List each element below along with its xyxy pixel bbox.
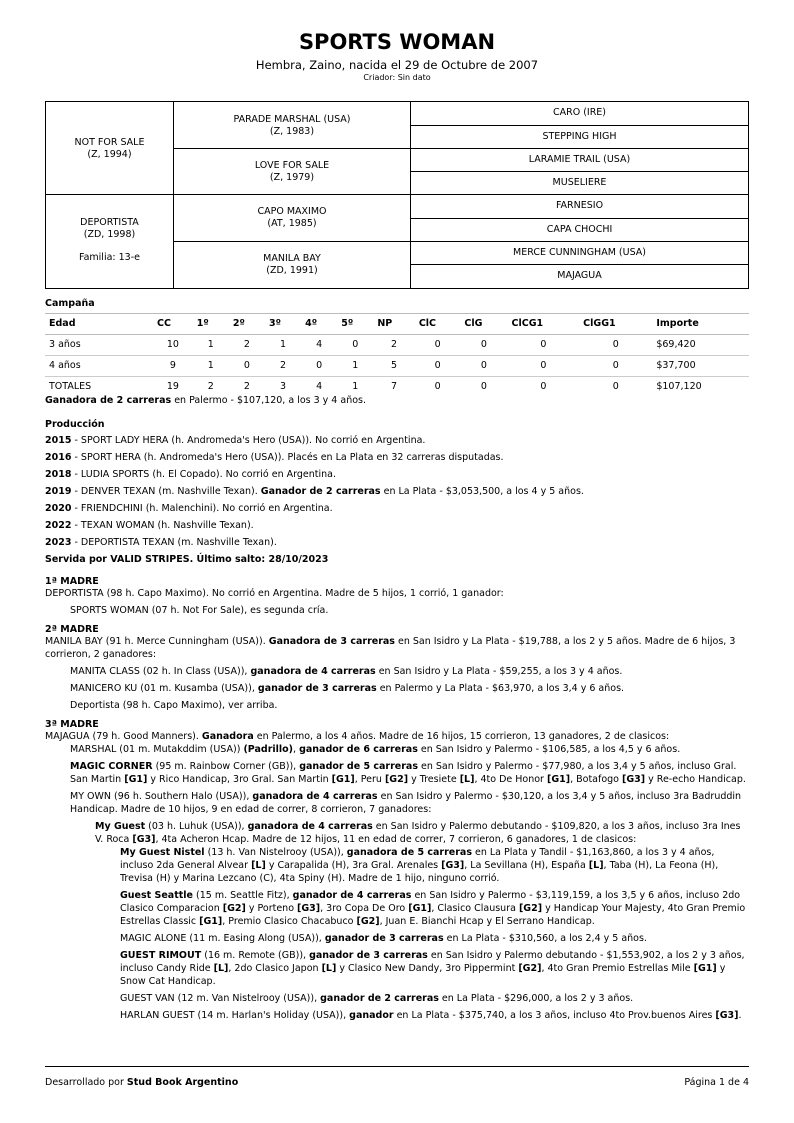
campaign-cell: 0 [480,381,487,392]
served-note: Servida por VALID STRIPES. Último salto: 28/10/2023 [45,554,329,565]
campaign-cell: 0 [301,356,337,377]
pedigree-dam-dam: MANILA BAY (ZD, 1991) [174,242,411,288]
great-grandchild-harlan-guest: HARLAN GUEST (14 m. Harlan's Holiday (USA)), ganador en La Plata - $375,740, a los 3 años, incluso 4to Prov.buenos Aires [G3]. [120,1010,742,1021]
pedigree-g3-6: CAPA CHOCHI [411,219,748,242]
campaign-cell: 1 [193,335,229,356]
great-grandchild-magic-alone: MAGIC ALONE (11 m. Easing Along (USA)), ganador de 3 carreras en La Plata - $310,560, a los 2,4 y 5 años. [120,933,647,944]
campaign-cell: 0 [415,335,461,356]
campaign-cell: 0 [415,356,461,377]
dam1-heading: 1ª MADRE [45,576,99,587]
campaign-cell: 0 [434,381,441,392]
campaign-row [45,335,749,356]
campaign-col-header: ClG [460,314,507,335]
production-list [45,434,749,549]
production-item: 2016 - SPORT HERA (h. Andromeda's Hero (USA)). Placés en La Plata en 32 carreras disputadas. [45,452,504,463]
dam3-child-my-own: MY OWN (96 h. Southern Halo (USA)), ganadora de 4 carreras en San Isidro y Palermo - $30,120, a los 3,4 y 5 años, incluso 3ra Badruddin Handicap. Madre de 10 hijos, 9 en edad de correr, 8 corrieron, 7 ganadores: [70,791,742,815]
campaign-cell: $107,120 [656,381,702,392]
campaign-cell: 0 [540,381,547,392]
pedigree-sire: NOT FOR SALE (Z, 1994) [46,102,174,195]
campaign-heading: Campaña [45,298,95,309]
campaign-cell: 0 [460,356,507,377]
campaign-cell: $69,420 [652,335,749,356]
campaign-cell: 3 [280,381,287,392]
campaign-cell: 1 [337,356,373,377]
campaign-cell: 1 [352,381,359,392]
pedigree-g3-5: FARNESIO [411,195,748,219]
pedigree-g3-8: MAJAGUA [557,270,602,281]
campaign-cell: 10 [153,335,193,356]
dam2-heading: 2ª MADRE [45,624,99,635]
campaign-cell: 4 [316,381,323,392]
pedigree-dam-sire: CAPO MAXIMO (AT, 1985) [174,195,411,242]
campaign-cell: 0 [579,356,652,377]
campaign-cell: 2 [243,381,250,392]
campaign-col-header: 4º [301,314,337,335]
dam2-child-2: MANICERO KU (01 m. Kusamba (USA)), ganador de 3 carreras en Palermo y La Plata - $63,970, a los 3,4 y 6 años. [70,683,625,694]
production-item: 2022 - TEXAN WOMAN (h. Nashville Texan). [45,520,254,531]
campaign-body [45,335,749,395]
pedigree-g3-2: STEPPING HIGH [411,126,748,149]
campaign-col-header: 2º [229,314,265,335]
great-grandchild-guest-rimout: GUEST RIMOUT (16 m. Remote (GB)), ganador de 3 carreras en San Isidro y Palermo debutando - $1,553,902, a los 2 y 3 años, incluso Candy Ride [L], 2do Clasico Japon [L] y Clasico New Dandy, 3ro Pippermint [G2], 4to Gran Premio Estrellas Mile [G1] y Snow Cat Handicap. [120,950,745,987]
page-number: Página 1 de 4 [684,1077,749,1088]
pedigree-g3-4: MUSELIERE [411,172,748,195]
dam1-text: DEPORTISTA (98 h. Capo Maximo). No corrió en Argentina. Madre de 5 hijos, 1 corrió, 1 ganador: [45,588,504,599]
campaign-cell: 1 [193,356,229,377]
horse-description: Hembra, Zaino, nacida el 29 de Octubre de 2007 [255,58,539,72]
campaign-cell: 4 años [45,356,153,377]
campaign-row [45,356,749,377]
campaign-cell: 4 [301,335,337,356]
campaign-cell: 1 [265,335,301,356]
campaign-cell: $37,700 [652,356,749,377]
campaign-col-header: NP [373,314,414,335]
production-item: 2019 - DENVER TEXAN (m. Nashville Texan). Ganador de 2 carreras en La Plata - $3,053,500, a los 4 y 5 años. [45,486,584,497]
campaign-cell: 2 [207,381,214,392]
campaign-cell: 0 [612,381,619,392]
horse-name: SPORTS WOMAN [298,30,496,54]
campaign-cell: 9 [153,356,193,377]
campaign-cell: 5 [373,356,414,377]
pedigree-g3-7: MERCE CUNNINGHAM (USA) [411,242,748,265]
family: Familia: 13-e [79,252,140,263]
campaign-table [45,313,749,394]
campaign-cell: 7 [391,381,398,392]
campaign-col-header: ClGG1 [579,314,652,335]
page-footer [45,1066,749,1088]
pedigree-g3-3: LARAMIE TRAIL (USA) [411,149,748,172]
dam3-child-marshal: MARSHAL (01 m. Mutakddim (USA)) (Padrillo), ganador de 6 carreras en San Isidro y Palermo - $106,585, a los 4,5 y 6 años. [70,744,681,755]
campaign-cell: 0 [579,335,652,356]
campaign-cell: 2 [229,335,265,356]
campaign-col-header: CC [153,314,193,335]
campaign-cell: 2 [373,335,414,356]
footer-credit: Desarrollado por Stud Book Argentino [45,1077,239,1088]
granddaughter-my-guest: My Guest (03 h. Luhuk (USA)), ganadora de 4 carreras en San Isidro y Palermo debutando - $109,820, a los 3 años, incluso 3ra Ines V. Roca [G3], 4ta Acheron Hcap. Madre de 12 hijos, 11 en edad de correr, 7 corrieron, 6 ganadores, 1 de clasicos: [95,821,741,845]
dam2-text: MANILA BAY (91 h. Merce Cunningham (USA)). Ganadora de 3 carreras en San Isidro y La Plata - $19,788, a los 2 y 5 años. Madre de 6 hijos, 3 corrieron, 2 ganadores: [45,636,736,660]
pedigree-table [45,101,749,289]
campaign-cell: 19 [166,381,179,392]
campaign-col-header: 3º [265,314,301,335]
dam1-child: SPORTS WOMAN (07 h. Not For Sale), es segunda cría. [70,605,329,616]
dam2-child-1: MANITA CLASS (02 h. In Class (USA)), ganadora de 4 carreras en San Isidro y La Plata - $59,255, a los 3 y 4 años. [70,666,623,677]
dam2-child-3: Deportista (98 h. Capo Maximo), ver arriba. [70,700,278,711]
production-item: 2018 - LUDIA SPORTS (h. El Copado). No corrió en Argentina. [45,469,336,480]
campaign-header-row [45,314,749,335]
campaign-row [45,377,749,395]
breeder: Criador: Sin dato [363,73,431,82]
campaign-col-header: ClC [415,314,461,335]
pedigree-sire-dam: LOVE FOR SALE (Z, 1979) [174,149,411,195]
campaign-cell: 2 [265,356,301,377]
campaign-cell: 3 años [45,335,153,356]
pedigree-sire-sire: PARADE MARSHAL (USA) (Z, 1983) [174,102,411,149]
production-item: 2020 - FRIENDCHINI (h. Malenchini). No corrió en Argentina. [45,503,333,514]
campaign-cell: 0 [460,335,507,356]
campaign-col-header: 1º [193,314,229,335]
campaign-cell: 0 [337,335,373,356]
document-page [45,0,749,1022]
great-grandchild-my-guest-nistel: My Guest Nistel (13 h. Van Nistelrooy (USA)), ganadora de 5 carreras en La Plata y Tandil - $1,163,860, a los 3 y 4 años, incluso 2da General Alvear [L] y Carapalida (H), 3ra Gral. Arenales [G3], La Sevillana (H), España [L], Taba (H), La Feona (H), Trevisa (H) y Marina Lezcano (C), 4ta Spiny (H). Madre de 1 hijo, ninguno corrió. [120,847,719,884]
production-item: 2023 - DEPORTISTA TEXAN (m. Nashville Texan). [45,537,277,548]
campaign-col-header: ClCG1 [508,314,580,335]
dam3-heading: 3ª MADRE [45,719,99,730]
campaign-cell: 0 [229,356,265,377]
campaign-cell: TOTALES [49,381,92,392]
dam3-text: MAJAGUA (79 h. Good Manners). Ganadora en Palermo, a los 4 años. Madre de 16 hijos, 15 corrieron, 13 ganadores, 2 de clasicos: [45,731,670,742]
great-grandchild-guest-van: GUEST VAN (12 m. Van Nistelrooy (USA)), ganador de 2 carreras en La Plata - $296,000, a los 2 y 3 años. [120,993,634,1004]
campaign-cell: 0 [508,356,580,377]
campaign-col-header: Importe [652,314,749,335]
campaign-summary: Ganadora de 2 carreras en Palermo - $107,120, a los 3 y 4 años. [45,395,366,406]
pedigree-dam: DEPORTISTA (ZD, 1998) Familia: 13-e [46,195,174,288]
production-heading: Producción [45,419,105,430]
campaign-cell: 0 [508,335,580,356]
campaign-col-header: 5º [337,314,373,335]
great-grandchild-guest-seattle: Guest Seattle (15 m. Seattle Fitz), ganador de 4 carreras en San Isidro y Palermo - $3,119,159, a los 3,5 y 6 años, incluso 2do Clasico Comparacion [G2] y Porteno [G3], 3ro Copa De Oro [G1], Clasico Clausura [G2] y Handicap Your Majesty, 4to Gran Premio Estrellas Classic [G1], Premio Clasico Chacabuco [G2], Juan E. Bianchi Hcap y El Serrano Handicap. [120,890,746,927]
dam3-child-magic-corner: MAGIC CORNER (95 m. Rainbow Corner (GB)), ganador de 5 carreras en San Isidro y Palermo - $77,980, a los 3,4 y 5 años, incluso Gral. San Martin [G1] y Rico Handicap, 3ro Gral. San Martin [G1], Peru [G2] y Tresiete [L], 4to De Honor [G1], Botafogo [G3] y Re-echo Handicap. [70,761,746,785]
campaign-col-header: Edad [45,314,153,335]
pedigree-g3-1: CARO (IRE) [411,102,748,126]
production-item: 2015 - SPORT LADY HERA (h. Andromeda's Hero (USA)). No corrió en Argentina. [45,435,426,446]
